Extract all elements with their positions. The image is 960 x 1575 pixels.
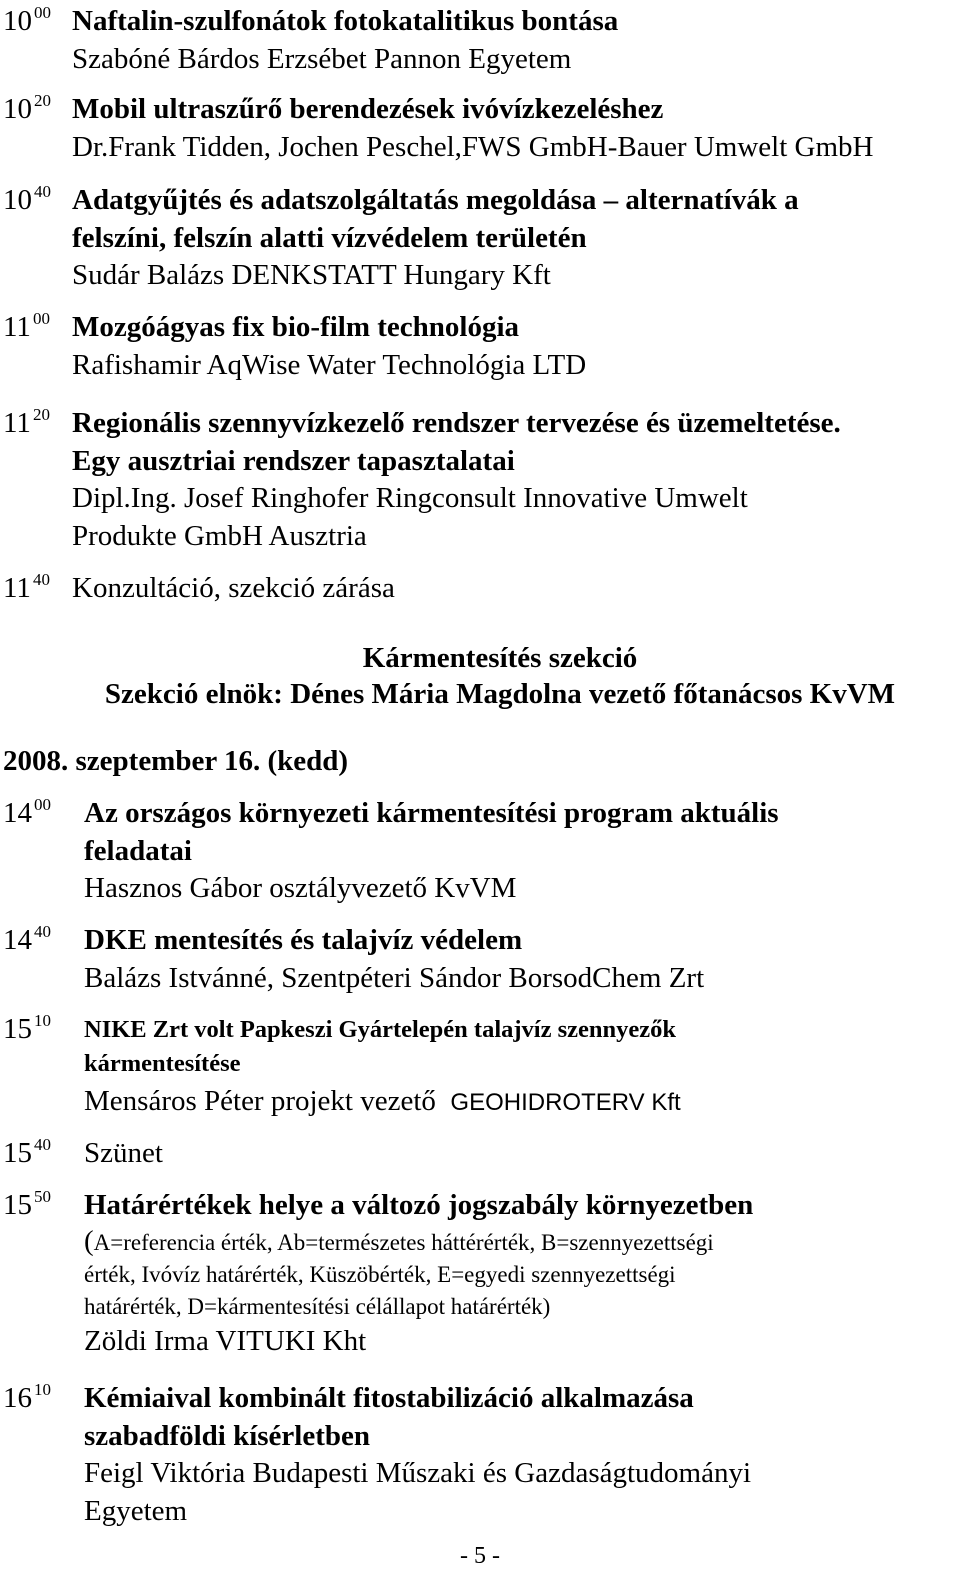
time-hour: 10 bbox=[3, 184, 32, 216]
section-title: Kármentesítés szekció bbox=[362, 642, 638, 674]
talk-speaker bbox=[84, 1083, 954, 1122]
note-line: érték, Ivóvíz határérték, Küszöbérték, E=egyedi szennyezettségi bbox=[84, 1261, 676, 1287]
break-label: Szünet bbox=[84, 1137, 163, 1169]
time bbox=[3, 182, 51, 222]
time-hour: 15 bbox=[3, 1189, 32, 1221]
talk-speaker: Egyetem bbox=[84, 1494, 188, 1527]
talk-speaker: Zöldi Irma VITUKI Kht bbox=[84, 1324, 367, 1357]
time-hour: 15 bbox=[3, 1013, 32, 1045]
time-minute: 40 bbox=[34, 182, 51, 201]
talk-title: Mozgóágyas fix bio-film technológia bbox=[72, 311, 520, 343]
talk-speaker: Sudár Balázs DENKSTATT Hungary Kft bbox=[72, 259, 551, 291]
time bbox=[3, 795, 51, 835]
talk-speaker: Hasznos Gábor osztályvezető KvVM bbox=[84, 872, 517, 904]
note-open-paren: ( bbox=[84, 1224, 94, 1257]
time-hour: 11 bbox=[3, 572, 31, 604]
time-hour: 14 bbox=[3, 797, 32, 829]
time-minute: 00 bbox=[34, 795, 51, 814]
time-minute: 50 bbox=[34, 1187, 51, 1206]
time-hour: 10 bbox=[3, 5, 32, 37]
time bbox=[3, 1135, 51, 1175]
time-minute: 40 bbox=[34, 922, 51, 941]
talk-title: Egy ausztriai rendszer tapasztalatai bbox=[72, 444, 515, 477]
speaker-name: Mensáros Péter projekt vezető bbox=[84, 1085, 436, 1117]
speaker-organization: GEOHIDROTERV Kft bbox=[450, 1089, 681, 1116]
time bbox=[3, 922, 51, 962]
time-hour: 15 bbox=[3, 1137, 32, 1169]
time-minute: 00 bbox=[32, 309, 50, 328]
talk-title: Határértékek helye a változó jogszabály környezetben bbox=[84, 1189, 754, 1221]
time-hour: 11 bbox=[3, 407, 31, 439]
time-minute: 00 bbox=[34, 3, 51, 22]
time-minute: 10 bbox=[34, 1380, 51, 1399]
talk-title: Adatgyűjtés és adatszolgáltatás megoldása – alternatívák a bbox=[72, 184, 799, 216]
note-line: A=referencia érték, Ab=természetes háttérérték, B=szennyezettségi bbox=[93, 1229, 714, 1255]
time-hour: 14 bbox=[3, 924, 32, 956]
note-line: határérték, D=kármentesítési célállapot határérték) bbox=[84, 1293, 551, 1319]
talk-title: DKE mentesítés és talajvíz védelem bbox=[84, 924, 523, 956]
talk-title: NIKE Zrt volt Papkeszi Gyártelepén talajvíz szennyezők bbox=[84, 1016, 677, 1043]
talk-speaker: Balázs Istvánné, Szentpéteri Sándor BorsodChem Zrt bbox=[84, 961, 705, 994]
time-hour: 16 bbox=[3, 1382, 32, 1414]
time bbox=[3, 1011, 51, 1051]
time-minute: 40 bbox=[32, 570, 50, 589]
talk-speaker: Szabóné Bárdos Erzsébet Pannon Egyetem bbox=[72, 42, 572, 75]
time-minute: 20 bbox=[32, 405, 50, 424]
talk-title: Regionális szennyvízkezelő rendszer tervezése és üzemeltetése. bbox=[72, 407, 841, 439]
talk-title: Naftalin-szulfonátok fotokatalitikus bontása bbox=[72, 5, 619, 37]
talk-title: Kémiaival kombinált fitostabilizáció alkalmazása bbox=[84, 1382, 694, 1414]
time bbox=[3, 570, 50, 610]
talk-speaker: Dipl.Ing. Josef Ringhofer Ringconsult Innovative Umwelt bbox=[72, 482, 748, 514]
section-chair: Szekció elnök: Dénes Mária Magdolna vezető főtanácsos KvVM bbox=[104, 678, 896, 710]
time-minute: 40 bbox=[34, 1135, 51, 1154]
time bbox=[3, 309, 50, 349]
time-minute: 20 bbox=[34, 91, 51, 110]
talk-speaker: Dr.Frank Tidden, Jochen Peschel,FWS GmbH-Bauer Umwelt GmbH bbox=[72, 130, 874, 163]
time-minute: 10 bbox=[34, 1011, 51, 1030]
time bbox=[3, 1187, 51, 1227]
time bbox=[3, 3, 51, 43]
time bbox=[3, 405, 50, 445]
talk-note bbox=[84, 1225, 954, 1259]
talk-title: kármentesítése bbox=[84, 1050, 241, 1077]
talk-title: szabadföldi kísérletben bbox=[84, 1419, 370, 1452]
talk-speaker: Rafishamir AqWise Water Technológia LTD bbox=[72, 348, 587, 381]
talk-title: felszíni, felszín alatti vízvédelem területén bbox=[72, 221, 587, 254]
session-date: 2008. szeptember 16. (kedd) bbox=[3, 745, 349, 777]
talk-speaker: Feigl Viktória Budapesti Műszaki és Gazdaságtudományi bbox=[84, 1457, 752, 1489]
talk-title: Az országos környezeti kármentesítési program aktuális bbox=[84, 797, 779, 829]
talk-title: Mobil ultraszűrő berendezések ivóvízkezeléshez bbox=[72, 93, 664, 125]
time bbox=[3, 91, 51, 131]
session-closing: Konzultáció, szekció zárása bbox=[72, 572, 395, 604]
talk-speaker: Produkte GmbH Ausztria bbox=[72, 519, 367, 552]
page-number: - 5 - bbox=[460, 1543, 500, 1569]
time-hour: 11 bbox=[3, 311, 31, 343]
talk-title: feladatai bbox=[84, 834, 192, 867]
time-hour: 10 bbox=[3, 93, 32, 125]
time bbox=[3, 1380, 51, 1420]
